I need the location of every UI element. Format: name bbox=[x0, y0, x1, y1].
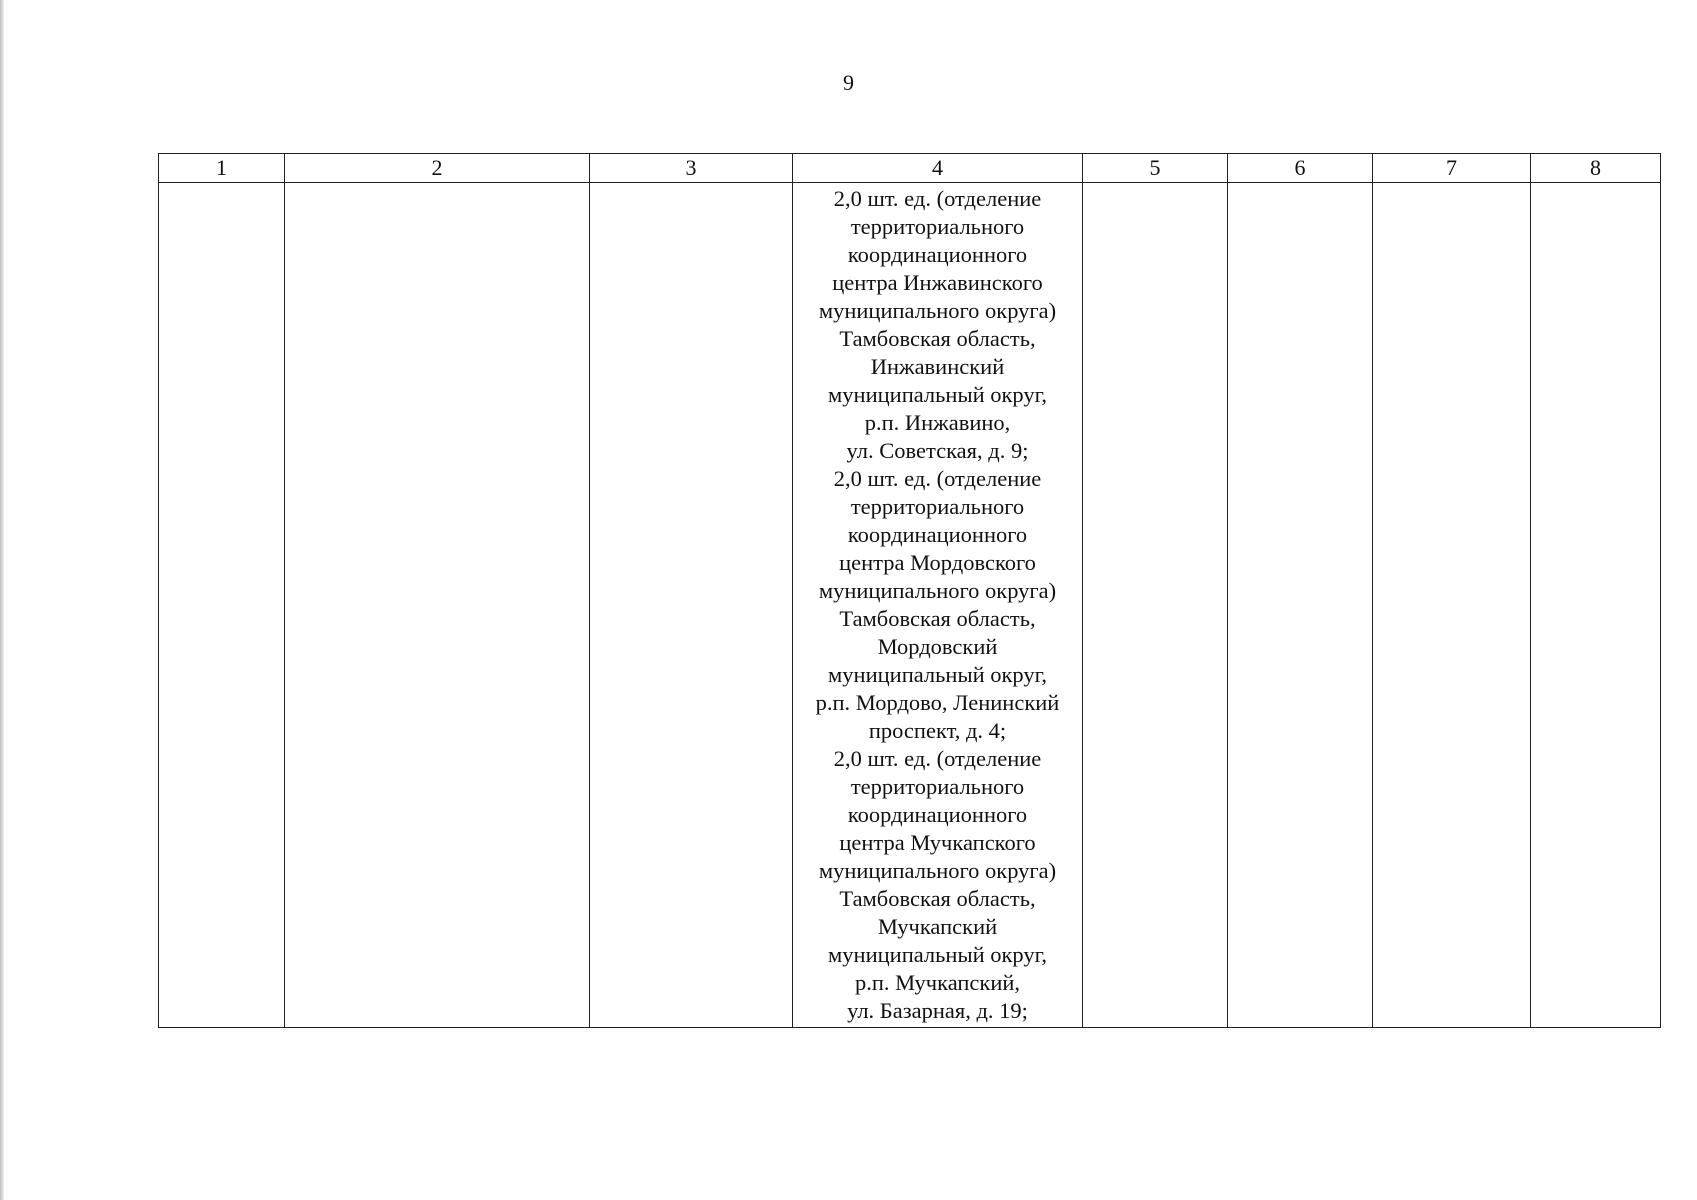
column-header-6: 6 bbox=[1228, 154, 1373, 183]
cell-col-6 bbox=[1228, 183, 1373, 1028]
column-header-4: 4 bbox=[793, 154, 1083, 183]
document-table bbox=[158, 153, 1661, 1028]
column-header-5: 5 bbox=[1083, 154, 1228, 183]
cell-col-7 bbox=[1373, 183, 1531, 1028]
cell-col-8 bbox=[1531, 183, 1661, 1028]
column-header-8: 8 bbox=[1531, 154, 1661, 183]
staff-units-text: 2,0 шт. ед. (отделение территориального координационного центра Инжавинского муниципального округа) Тамбовская область, Инжавинский муниципальный округ, р.п. Инжавино, ул. Советская, д. 9; 2,0 шт. ед. (отделение территориального координационного центра Мордовского муниципального округа) Тамбовская область, Мордовский муниципальный округ, р.п. Мордово, Ленинский проспект, д. 4; 2,0 шт. ед. (отделение территориального координационного центра Мучкапского муниципального округа) Тамбовская область, Мучкапский муниципальный округ, р.п. Мучкапский, ул. Базарная, д. 19; bbox=[815, 186, 1060, 1023]
cell-col-4 bbox=[793, 183, 1083, 1028]
column-header-1: 1 bbox=[159, 154, 285, 183]
column-header-3: 3 bbox=[590, 154, 793, 183]
cell-col-3 bbox=[590, 183, 793, 1028]
table-header-row bbox=[159, 154, 1661, 183]
column-header-2: 2 bbox=[285, 154, 590, 183]
cell-col-1 bbox=[159, 183, 285, 1028]
scan-edge bbox=[0, 0, 4, 1200]
cell-col-5 bbox=[1083, 183, 1228, 1028]
table-row bbox=[159, 183, 1661, 1028]
column-header-7: 7 bbox=[1373, 154, 1531, 183]
page-number: 9 bbox=[843, 70, 854, 95]
cell-col-2 bbox=[285, 183, 590, 1028]
